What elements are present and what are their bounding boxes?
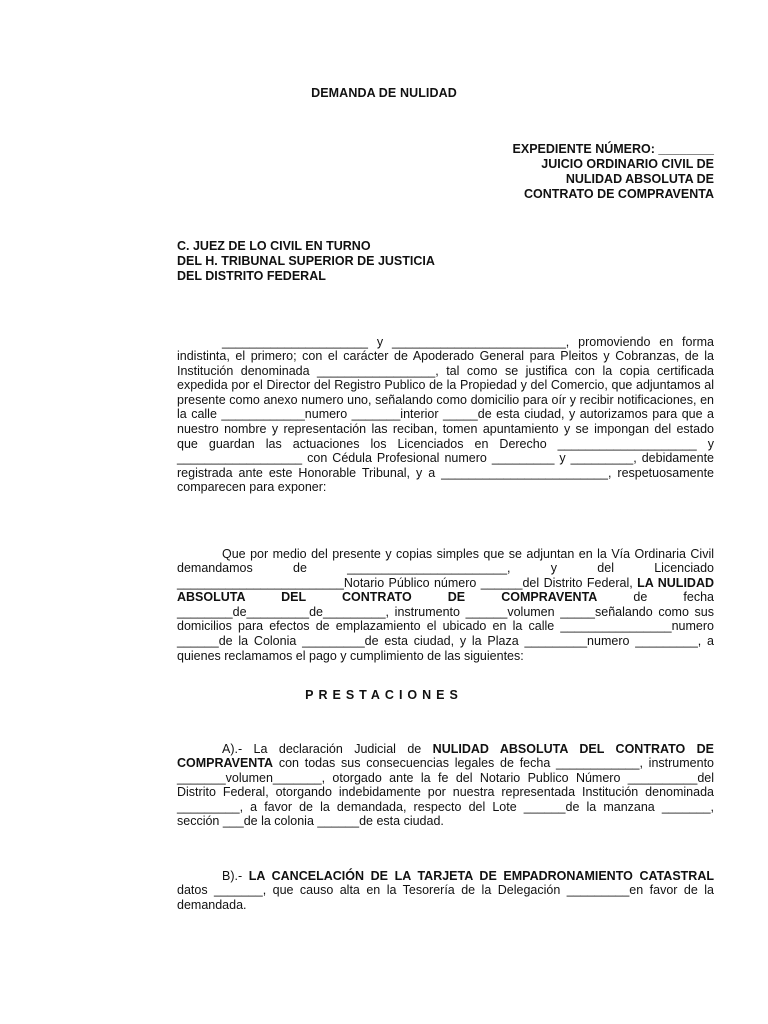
claim-text-part-2: de fecha ________de_________de_________, instrumento ______volumen _____señalando como sus domicilios para efectos de emplazamiento el ubicado en la calle ________________numero ______de la Colonia _________de esta ciudad, y la Plaza _________numero _________, a quienes reclamamos el pago y cumplimiento de las siguientes:: [177, 590, 714, 663]
prestaciones-heading: PRESTACIONES: [305, 688, 463, 702]
case-header: [414, 142, 714, 202]
prestacion-b-lead: B).-: [222, 868, 249, 883]
addressee-line-3: DEL DISTRITO FEDERAL: [177, 269, 326, 283]
document-title: DEMANDA DE NULIDAD: [311, 86, 457, 100]
prestacion-a-bold: NULIDAD ABSOLUTA DEL CONTRATO DE COMPRAVENTA: [177, 741, 714, 771]
prestacion-a-rest: con todas sus consecuencias legales de fecha ____________, instrumento _______volumen_______, otorgado ante la fe del Notario Publico Número __________del Distrito Federal, otorgando indebidamente por nuestra representada Institución denominada _________, a favor de la demandada, respecto del Lote ______de la manzana _______, sección ___de la colonia ______de esta ciudad.: [177, 756, 714, 829]
addressee-line-2: DEL H. TRIBUNAL SUPERIOR DE JUSTICIA: [177, 254, 435, 268]
introduction-paragraph: _____________________ y _________________________, promoviendo en forma indistinta, el primero; con el carácter de Apoderado General para Pleitos y Cobranzas, de la Institución denominada _________________, tal como se justifica con la copia certificada expedida por el Director del Registro Publico de la Propiedad y del Comercio, que adjuntamos al presente como anexo numero uno, señalando como domicilio para oír y recibir notificaciones, en la calle ____________numero _______interior _____de esta ciudad, y autorizamos para que a nuestro nombre y representación las reciban, tomen apuntamiento y se impongan del estado que guardan las actuaciones los Licenciados en Derecho ____________________ y __________________ con Cédula Profesional numero _________ y _________, debidamente registrada ante este Honorable Tribunal, y a ________________________, respetuosamente comparecen para exponer:: [177, 334, 714, 495]
claim-paragraph: [177, 547, 714, 664]
addressee-block: [177, 239, 435, 284]
prestacion-a: [177, 742, 714, 830]
prestacion-a-lead: A).- La declaración Judicial de: [222, 741, 433, 756]
case-type-line-3: CONTRATO DE COMPRAVENTA: [523, 187, 714, 201]
prestacion-b-bold: LA CANCELACIÓN DE LA TARJETA DE EMPADRONAMIENTO CATASTRAL: [248, 868, 714, 883]
case-file-number: EXPEDIENTE NÚMERO: ________: [512, 142, 714, 156]
prestacion-b: [177, 869, 714, 913]
case-type-line-2: NULIDAD ABSOLUTA DE: [565, 172, 714, 186]
case-type-line-1: JUICIO ORDINARIO CIVIL DE: [541, 157, 714, 171]
claim-text-part-1: Que por medio del presente y copias simples que se adjuntan en la Vía Ordinaria Civil demandamos de _______________________, y del Licenciado ________________________Notario Público número ______del Distrito Federal,: [177, 546, 714, 590]
prestacion-b-rest: datos _______, que causo alta en la Tesorería de la Delegación _________en favor de la demandada.: [177, 883, 714, 912]
addressee-line-1: C. JUEZ DE LO CIVIL EN TURNO: [177, 239, 371, 253]
claim-bold-text: LA NULIDAD ABSOLUTA DEL CONTRATO DE COMPRAVENTA: [177, 575, 714, 605]
